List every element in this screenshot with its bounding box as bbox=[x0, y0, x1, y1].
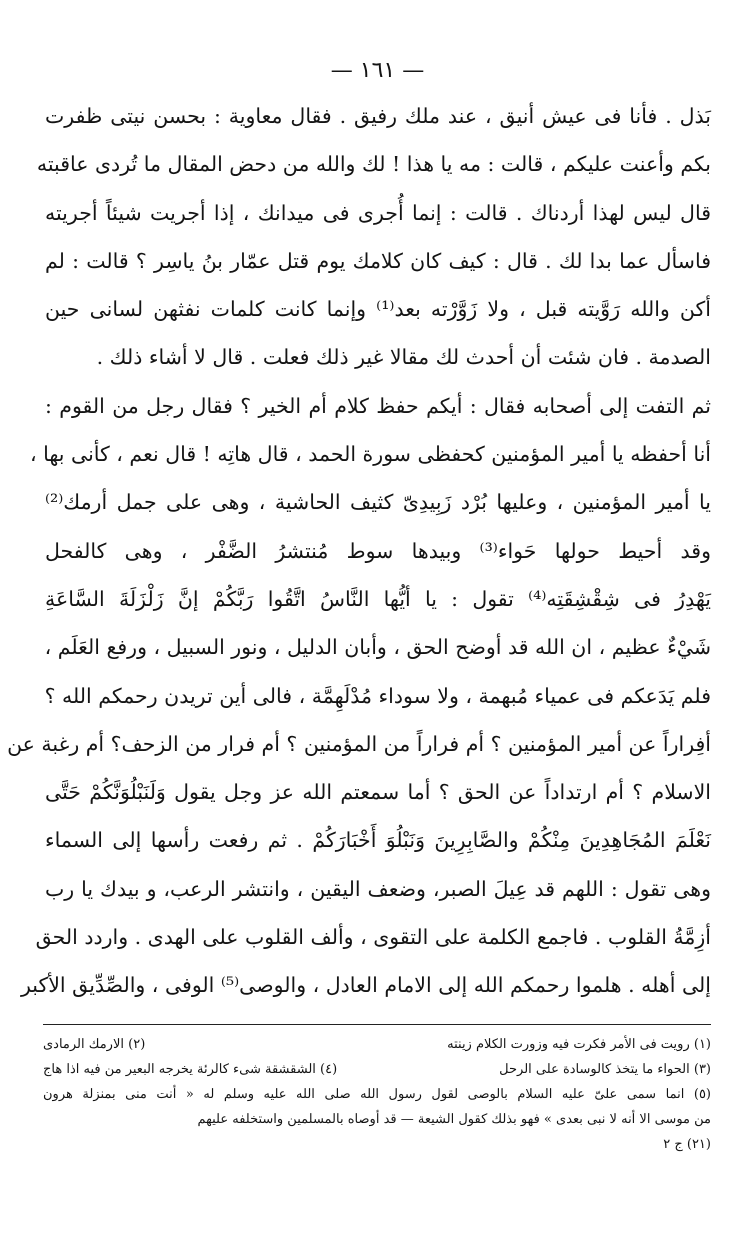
text-line: نَعْلَمَ المُجَاهِدِينَ مِنْكُمْ والصَّابِرِينَ وَنَبْلُوَ أَخْبَارَكُمْ . ثم رفعت رأسها إلى السماء bbox=[45, 828, 711, 853]
text-line: الصدمة . فان شئت أن أحدث لك مقالا غير ذلك فعلت . قال لا أشاء ذلك . bbox=[96, 345, 711, 370]
text-line: أزِمَّةُ القلوب . فاجمع الكلمة على التقوى ، وألف القلوب على الهدى . واردد الحق bbox=[35, 925, 711, 950]
footnote-4: (٤) الشقشقة شىء كالرئة يخرجه البعير من فيه اذا هاج bbox=[43, 1062, 338, 1077]
text-line: أكن والله رَوَّيته قبل ، ولا زَوَّرْته بعد⁽¹⁾ وإنما كانت كلمات نفثهن لسانى حين bbox=[45, 297, 711, 322]
footnote-divider bbox=[43, 1024, 711, 1025]
text-line: يا أمير المؤمنين ، وعليها بُرْد زَبِيدِىّ كثيف الحاشية ، وهى على جمل أرمك⁽²⁾ bbox=[45, 490, 711, 515]
footnote-5: (٥) انما سمى علىّ عليه السلام بالوصى لقول رسول الله صلى الله عليه وسلم له « أنت منى بمنزلة هرون bbox=[43, 1087, 711, 1102]
text-line: الاسلام ؟ أم ارتداداً عن الحق ؟ أما سمعتم الله عز وجل يقول وَلَنَبْلُوَنَّكُمْ حَتَّى bbox=[45, 780, 711, 805]
text-line: بكم وأعنت عليكم ، قالت : مه يا هذا ! لك والله من دحض المقال ما تُردى عاقبته bbox=[36, 152, 711, 177]
text-line: وهى تقول : اللهم قد عِيلَ الصبر، وضعف اليقين ، وانتشر الرعب، و بيدك يا رب bbox=[45, 876, 711, 901]
footnote-row bbox=[43, 1032, 711, 1057]
text-line: شَيْءٌ عظيم ، ان الله قد أوضح الحق ، وأبان الدليل ، ونور السبيل ، ورفع العَلَم ، bbox=[44, 635, 711, 660]
footnote-3: (٣) الحواء ما يتخذ كالوسادة على الرحل bbox=[499, 1062, 711, 1077]
text-line: وقد أحيط حولها حَواء⁽³⁾ وبيدها سوط مُنتشرُ الضَّفْر ، وهى كالفحل bbox=[45, 538, 711, 563]
text-line: فلم يَدَعكم فى عمياء مُبهمة ، ولا سوداء مُدْلَهِمَّة ، فالى أين تريدن رحمكم الله ؟ bbox=[44, 683, 711, 708]
text-line: إلى أهله . هلموا رحمكم الله إلى الامام العادل ، والوصى⁽⁵⁾ الوفى ، والصِّدِّيق الأكبر bbox=[20, 973, 711, 998]
footnote-2: (٢) الارمك الرمادى bbox=[43, 1037, 146, 1052]
printer-signature: (٢١) ج ٢ bbox=[663, 1137, 711, 1152]
text-line: قال ليس لهذا أردناك . قالت : إنما أُجرى فى ميدانك ، إذا أجريت شيئاً أجريته bbox=[45, 200, 711, 225]
footnote-1: (١) رويت فى الأمر فكرت فيه وزورت الكلام زينته bbox=[447, 1037, 711, 1052]
text-line: يَهْدِرُ فى شِقْشِقَتِه⁽⁴⁾ تقول : يا أيُّها النَّاسُ اتَّقُوا رَبَّكُمْ إنَّ زَلْزَلَةَ السَّاعَةِ bbox=[45, 586, 711, 611]
text-line: ثم التفت إلى أصحابه فقال : أيكم حفظ كلام أم الخير ؟ فقال رجل من القوم : bbox=[45, 393, 711, 418]
main-text bbox=[7, 92, 711, 1010]
text-line: فاسأل عما بدا لك . قال : كيف كان كلامك يوم قتل عمّار بنُ ياسِر ؟ قالت : لم bbox=[45, 248, 711, 273]
footnote-5-continued: من موسى الا أنه لا نبى بعدى » فهو بذلك كقول الشيعة — قد أوصاه بالمسلمين واستخلفه عليهم bbox=[197, 1112, 711, 1127]
footnotes bbox=[43, 1032, 711, 1157]
text-line: أنا أحفظه يا أمير المؤمنين كحفظى سورة الحمد ، قال هاتِه ! قال نعم ، كأنى بها ، bbox=[29, 442, 711, 467]
text-line: أفِراراً عن أمير المؤمنين ؟ أم فراراً من المؤمنين ؟ أم فرار من الزحف؟ أم رغبة عن bbox=[7, 731, 711, 756]
text-line: بَذل . فأنا فى عيش أنيق ، عند ملك رفيق . فقال معاوية : بحسن نيتى ظفرت bbox=[45, 104, 711, 128]
page-number: — ١٦١ — bbox=[330, 58, 425, 83]
footnote-row bbox=[43, 1057, 711, 1082]
